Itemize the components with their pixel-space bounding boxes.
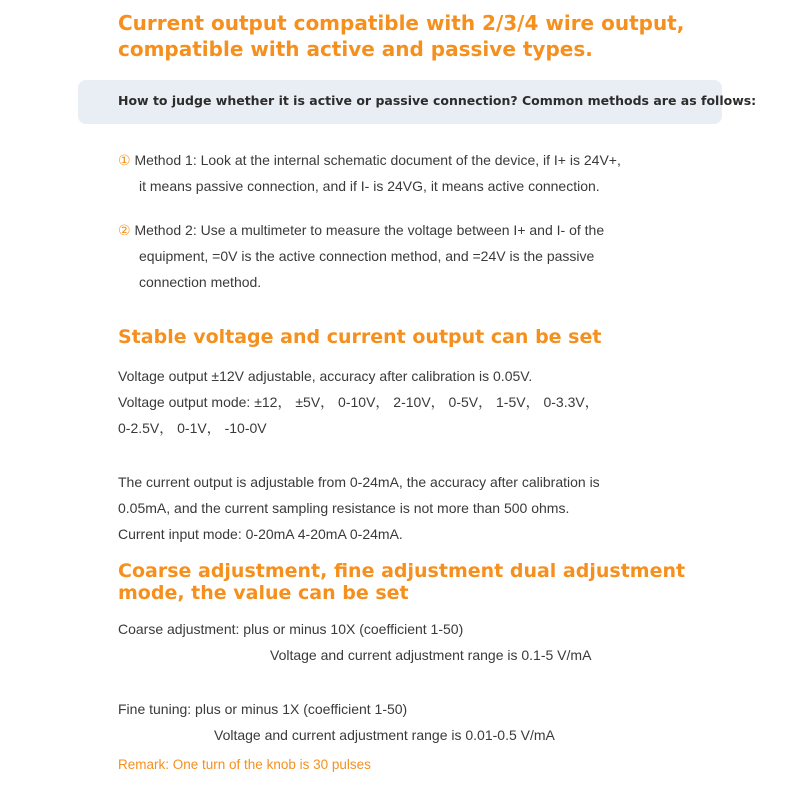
circled-number-1: ① (118, 152, 131, 168)
coarse-adjustment-text: Coarse adjustment: plus or minus 10X (coefficient 1-50) (118, 621, 464, 637)
method-1 (118, 147, 738, 199)
circled-number-2: ② (118, 222, 131, 238)
voltage-line-2: Voltage output mode: ±12， ±5V， 0-10V， 2-10V， 0-5V， 1-5V， 0-3.3V， (118, 394, 599, 410)
current-line-2: 0.05mA, and the current sampling resistance is not more than 500 ohms. (118, 500, 570, 516)
method-2-line-2: equipment, =0V is the active connection method, and =24V is the passive (139, 248, 595, 264)
section-heading-adjustment (118, 560, 718, 604)
fine-tuning-text: Fine tuning: plus or minus 1X (coefficient 1-50) (118, 701, 408, 717)
coarse-range-text: Voltage and current adjustment range is 0.1-5 V/mA (270, 647, 592, 663)
section-heading-output: Stable voltage and current output can be set (118, 326, 602, 348)
method-1-line-2: it means passive connection, and if I- is 24VG, it means active connection. (139, 178, 600, 194)
remark-text: Remark: One turn of the knob is 30 pulses (118, 757, 371, 772)
title-line-1: Current output compatible with 2/3/4 wire output, (118, 11, 685, 35)
method-2 (118, 217, 718, 295)
current-line-3: Current input mode: 0-20mA 4-20mA 0-24mA. (118, 526, 403, 542)
voltage-line-3: 0-2.5V， 0-1V， -10-0V (118, 420, 267, 436)
voltage-line-1: Voltage output ±12V adjustable, accuracy after calibration is 0.05V. (118, 368, 533, 384)
method-2-line-3: connection method. (139, 274, 262, 290)
title-line-2: compatible with active and passive types. (118, 37, 593, 61)
voltage-paragraph (118, 363, 718, 441)
adjustment-heading-line-2: mode, the value can be set (118, 582, 409, 604)
page-title (118, 10, 684, 62)
banner-text: How to judge whether it is active or passive connection? Common methods are as follows: (118, 93, 757, 108)
current-paragraph (118, 469, 718, 547)
method-1-line-1: Method 1: Look at the internal schematic document of the device, if I+ is 24V+, (130, 152, 621, 168)
adjustment-heading-line-1: Coarse adjustment, fine adjustment dual adjustment (118, 560, 686, 582)
method-2-line-1: Method 2: Use a multimeter to measure the voltage between I+ and I- of the (130, 222, 605, 238)
fine-range-text: Voltage and current adjustment range is 0.01-0.5 V/mA (214, 727, 555, 743)
current-line-1: The current output is adjustable from 0-24mA, the accuracy after calibration is (118, 474, 600, 490)
